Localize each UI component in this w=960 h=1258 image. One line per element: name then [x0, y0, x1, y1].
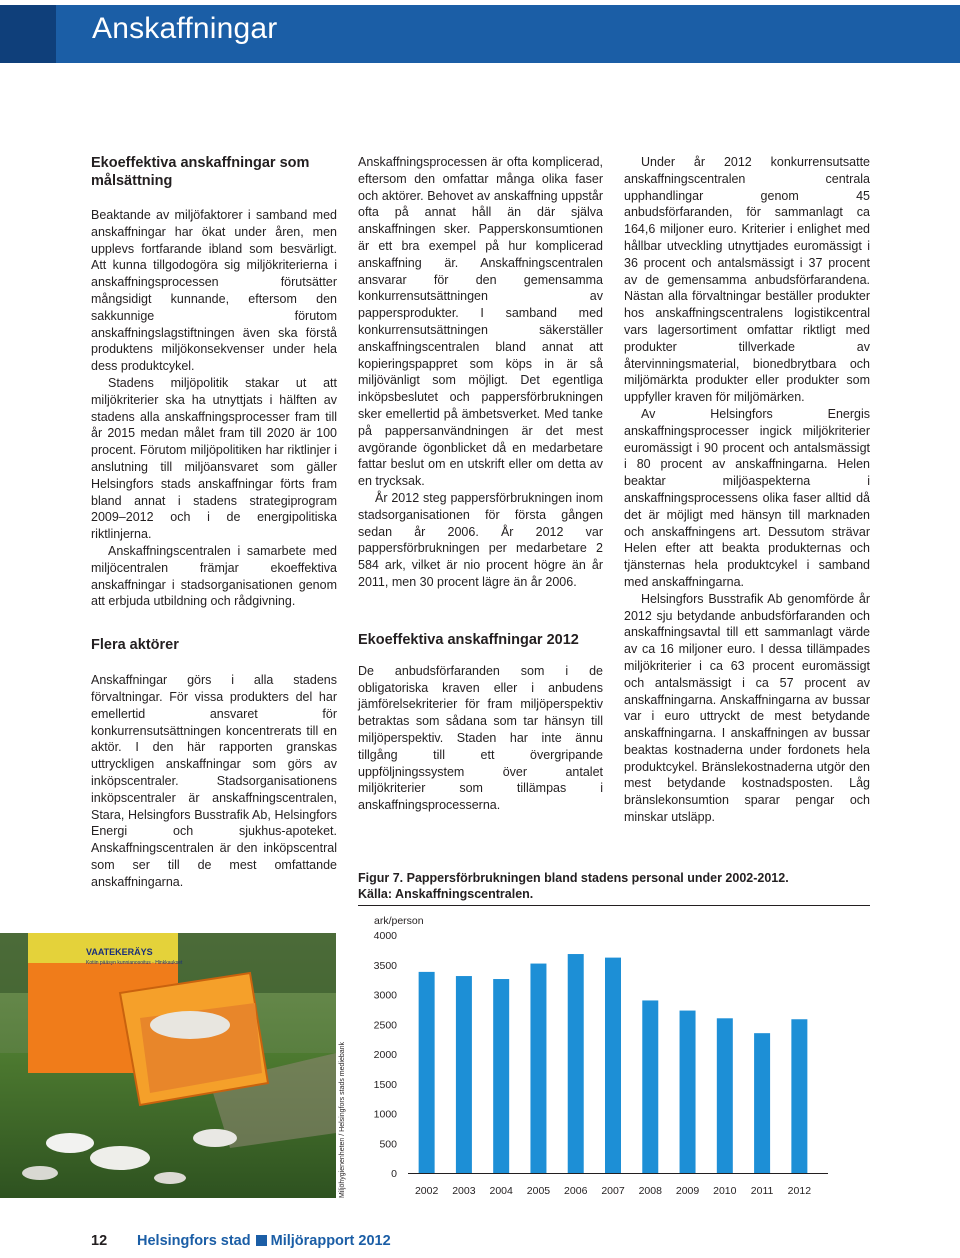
paragraph: Anskaffningar görs i alla stadens förvaltningar. För vissa produkters del har emellertid ansvaret för konkurrensutsättningen koncentrerats till en aktör. I den här rapporten granskas uttryckligen anskaffningar som görs av inköpscentraler. Stadsorganisationens inköpscentraler är anskaffningscentralen, Stara, Helsingfors Busstrafik Ab, Helsingfors Energi och sjukhus-apoteket. Anskaffningscentralen är den inköpscentral som ser till de mest omfattande anskaffningarna.	[91, 673, 337, 889]
overflowing-trash	[150, 1011, 230, 1039]
paragraph: År 2012 steg pappersförbrukningen inom stadsorganisationen för första gången sedan år 2006. År 2012 var pappersförbrukningen per medarbetare 2 584 ark, vilket är nio procent högre än år 2011, men 30 procent lägre än år 2006.	[358, 490, 603, 589]
x-tick-label: 2009	[675, 1185, 700, 1197]
paragraph: Anskaffningscentralen i samarbete med miljöcentralen främjar ekoeffektiva anskaffningar i stadsorganisationen genom att erbjuda utbildning och rådgivning.	[91, 543, 337, 609]
y-tick-label: 3000	[373, 989, 397, 1002]
y-tick-label: 0	[391, 1168, 397, 1180]
bar-2007	[605, 958, 621, 1173]
paragraph: Beaktande av miljöfaktorer i samband med anskaffningar har ökat under åren, men upplevs fortfarande ibland som besvärligt. Att kunna tillgodogöra sig miljökriterierna i anskaffningsprocessen förutsätter mångsidigt kunnande, eftersom den sakkunnige förutom anskaffningslagstiftningen även ska förstå produktens miljökonsekvenser under hela dess produktcykel.	[91, 208, 337, 374]
litter-bag	[154, 1172, 186, 1184]
x-tick-label: 2010	[713, 1185, 737, 1197]
column-middle	[358, 154, 603, 814]
container-sublabel: Kotiin pääsyn kunnianosoitus · Hinkkaukset	[86, 960, 183, 966]
footer-square-icon	[256, 1235, 267, 1246]
x-tick-label: 2003	[452, 1185, 476, 1197]
bar-2002	[419, 972, 435, 1173]
column-left	[91, 154, 337, 890]
figure-rule	[358, 905, 870, 906]
y-tick-label: 1500	[373, 1078, 397, 1091]
page-number: 12	[91, 1233, 108, 1249]
figure-caption-line-1: Figur 7. Pappersförbrukningen bland stadens personal under 2002-2012.	[358, 871, 789, 885]
paragraph: Stadens miljöpolitik stakar ut att miljökriterier ska ha utnyttjats i hälften av stadens alla anskaffningsprocesser fram till år 2015 medan målet fram till 2020 är 100 procent. Förutom miljöpolitiken har riktlinjer i anslutning till miljöansvaret som gäller Helsingfors stads anskaffningar förts fram bland annat i stadens strategiprogram 2009–2012 och i de energipolitiska riktlinjerna.	[91, 375, 337, 542]
header-accent	[0, 5, 56, 63]
footer-publisher: Helsingfors stad	[137, 1233, 251, 1249]
x-tick-label: 2012	[787, 1185, 812, 1197]
litter-bag	[193, 1129, 237, 1147]
container-label: VAATEKERÄYS	[86, 947, 153, 957]
bar-2003	[456, 976, 472, 1173]
bar-2010	[717, 1018, 733, 1173]
x-tick-label: 2005	[526, 1185, 551, 1197]
y-tick-label: 3500	[373, 959, 397, 972]
section-heading-flera-aktorer: Flera aktörer	[91, 637, 179, 654]
x-tick-label: 2007	[601, 1185, 625, 1197]
bar-2006	[568, 954, 584, 1173]
bar-2008	[642, 1000, 658, 1173]
photo-recycling-container	[0, 933, 336, 1198]
figure-caption	[358, 870, 870, 902]
bar-2009	[680, 1011, 696, 1173]
y-tick-label: 4000	[373, 930, 397, 942]
x-tick-label: 2004	[489, 1185, 513, 1197]
litter-bag	[22, 1166, 58, 1180]
paragraph: De anbudsförfaranden som i de obligatoriska kraven eller i anbudens jämförelsekriterier för fram miljöperspektiv betraktas som sådana som tar hänsyn till miljöperspektiv. Staden har inte ännu tillgång till ett övergripande uppföljningssystem över antalet miljökriterier som tillämpas i anskaffningsprocesserna.	[358, 663, 603, 813]
photo-credit	[339, 933, 349, 1198]
litter-bag	[90, 1146, 150, 1170]
page-title: Anskaffningar	[92, 12, 278, 45]
paragraph: Anskaffningsprocessen är ofta komplicerad, eftersom den omfattar många olika faser och aktörer. Behovet av anskaffning uppstår ofta på annat håll än där själva anskaffningen sker. Papperskonsumtionen är ett bra exempel på hur komplicerad anskaffning är. Anskaffningscentralen ansvarar för den gemensamma konkurrensutsättningen av pappersprodukter. I samband med konkurrensutsättningen säkerställer anskaffningscentralen bland annat att kopieringspappret som köps in är så miljövänligt som möjligt. Det egentliga inköpsbeslutet och pappersförbrukningen sker emellertid på ämbetsverket. Med tanke på pappersanvändningen är det mest avgörande ögonblicket då en medarbetare fattar beslut om en utskrift eller om detta av en trycksak.	[358, 155, 603, 489]
figure-caption-source: Källa: Anskaffningscentralen.	[358, 887, 534, 901]
footer-report: Miljörapport 2012	[270, 1233, 391, 1249]
litter-bag	[46, 1133, 94, 1153]
page-footer	[91, 1233, 391, 1253]
y-tick-label: 1000	[373, 1108, 397, 1121]
section-heading-ekoeffektiva-2012: Ekoeffektiva anskaffningar 2012	[358, 631, 579, 648]
photo-illustration	[0, 933, 336, 1198]
column-right	[624, 154, 870, 826]
bar-2004	[493, 979, 509, 1173]
bar-2011	[754, 1033, 770, 1173]
y-axis-label: ark/person	[374, 915, 424, 927]
y-tick-label: 500	[379, 1138, 397, 1151]
paragraph: Helsingfors Busstrafik Ab genomförde år 2012 sju betydande anbudsförfaranden och anskaffningsavtal till ett sammanlagt värde av ca 16 miljoner euro. I dessa tillämpades miljökriterier i ca 63 procent euromässigt och antalsmässigt i ca 57 procent av anskaffningarna. Anskaffningarna av bussar var i euro uttryckt de mest betydande anskaffningarna. I anskaffningen av bussar beaktas kostnaderna under fordonets hela produktcykel. Bränslekostnaderna utgör den mest betydande kostnadsposten. Låg bränslekonsumtion sparar pengar och minskar utsläpp.	[624, 591, 870, 825]
x-tick-label: 2008	[638, 1185, 662, 1197]
bar-2012	[791, 1019, 807, 1173]
paper-consumption-chart	[358, 908, 870, 1202]
x-tick-label: 2011	[750, 1185, 774, 1197]
chart-svg	[358, 908, 870, 1202]
y-tick-label: 2500	[373, 1019, 397, 1032]
section-heading-ekoeffektiva-malsattning: Ekoeffektiva anskaffningar som målsättning	[91, 155, 310, 189]
paragraph: Under år 2012 konkurrensutsatte anskaffningscentralen centrala upphandlingar genom 45 anbudsförfaranden, för sammanlagt ca 164,6 miljoner euro. Kriterier i enlighet med hållbar utveckling utnyttjades euromässigt i 36 procent och antalsmässigt i 37 procent av de gemensamma anbudsförfarandena. Nästan alla förvaltningar beställer produkter hos anskaffningscentralens logistikcentral vars lagersortiment omfattar riktligt med produkter tillverkade av återvinningsmaterial, bionedbrytbara och miljömärkta produkter eller produkter som uppfyller kraven för miljömärken.	[624, 155, 870, 405]
paragraph: Av Helsingfors Energis anskaffningsprocesser ingick miljökriterier euromässigt i 90 procent och antalsmässigt i 80 procent av anskaffningarna. Helen beaktar miljöaspekterna i anskaffningsprocessens olika faser alltid då det är möjligt med hänsyn till marknaden och anskaffningens art. Dessutom strävar Helen efter att beakta produkternas och tjänsternas hela produktcykel i samband med anskaffningarna.	[624, 406, 870, 589]
x-tick-label: 2002	[414, 1185, 439, 1197]
bar-2005	[530, 964, 546, 1173]
y-tick-label: 2000	[373, 1049, 397, 1061]
x-tick-label: 2006	[564, 1185, 588, 1197]
photo-credit-text: Miljöhygienenheten / Helsingfors stads mediebank	[339, 1041, 346, 1198]
